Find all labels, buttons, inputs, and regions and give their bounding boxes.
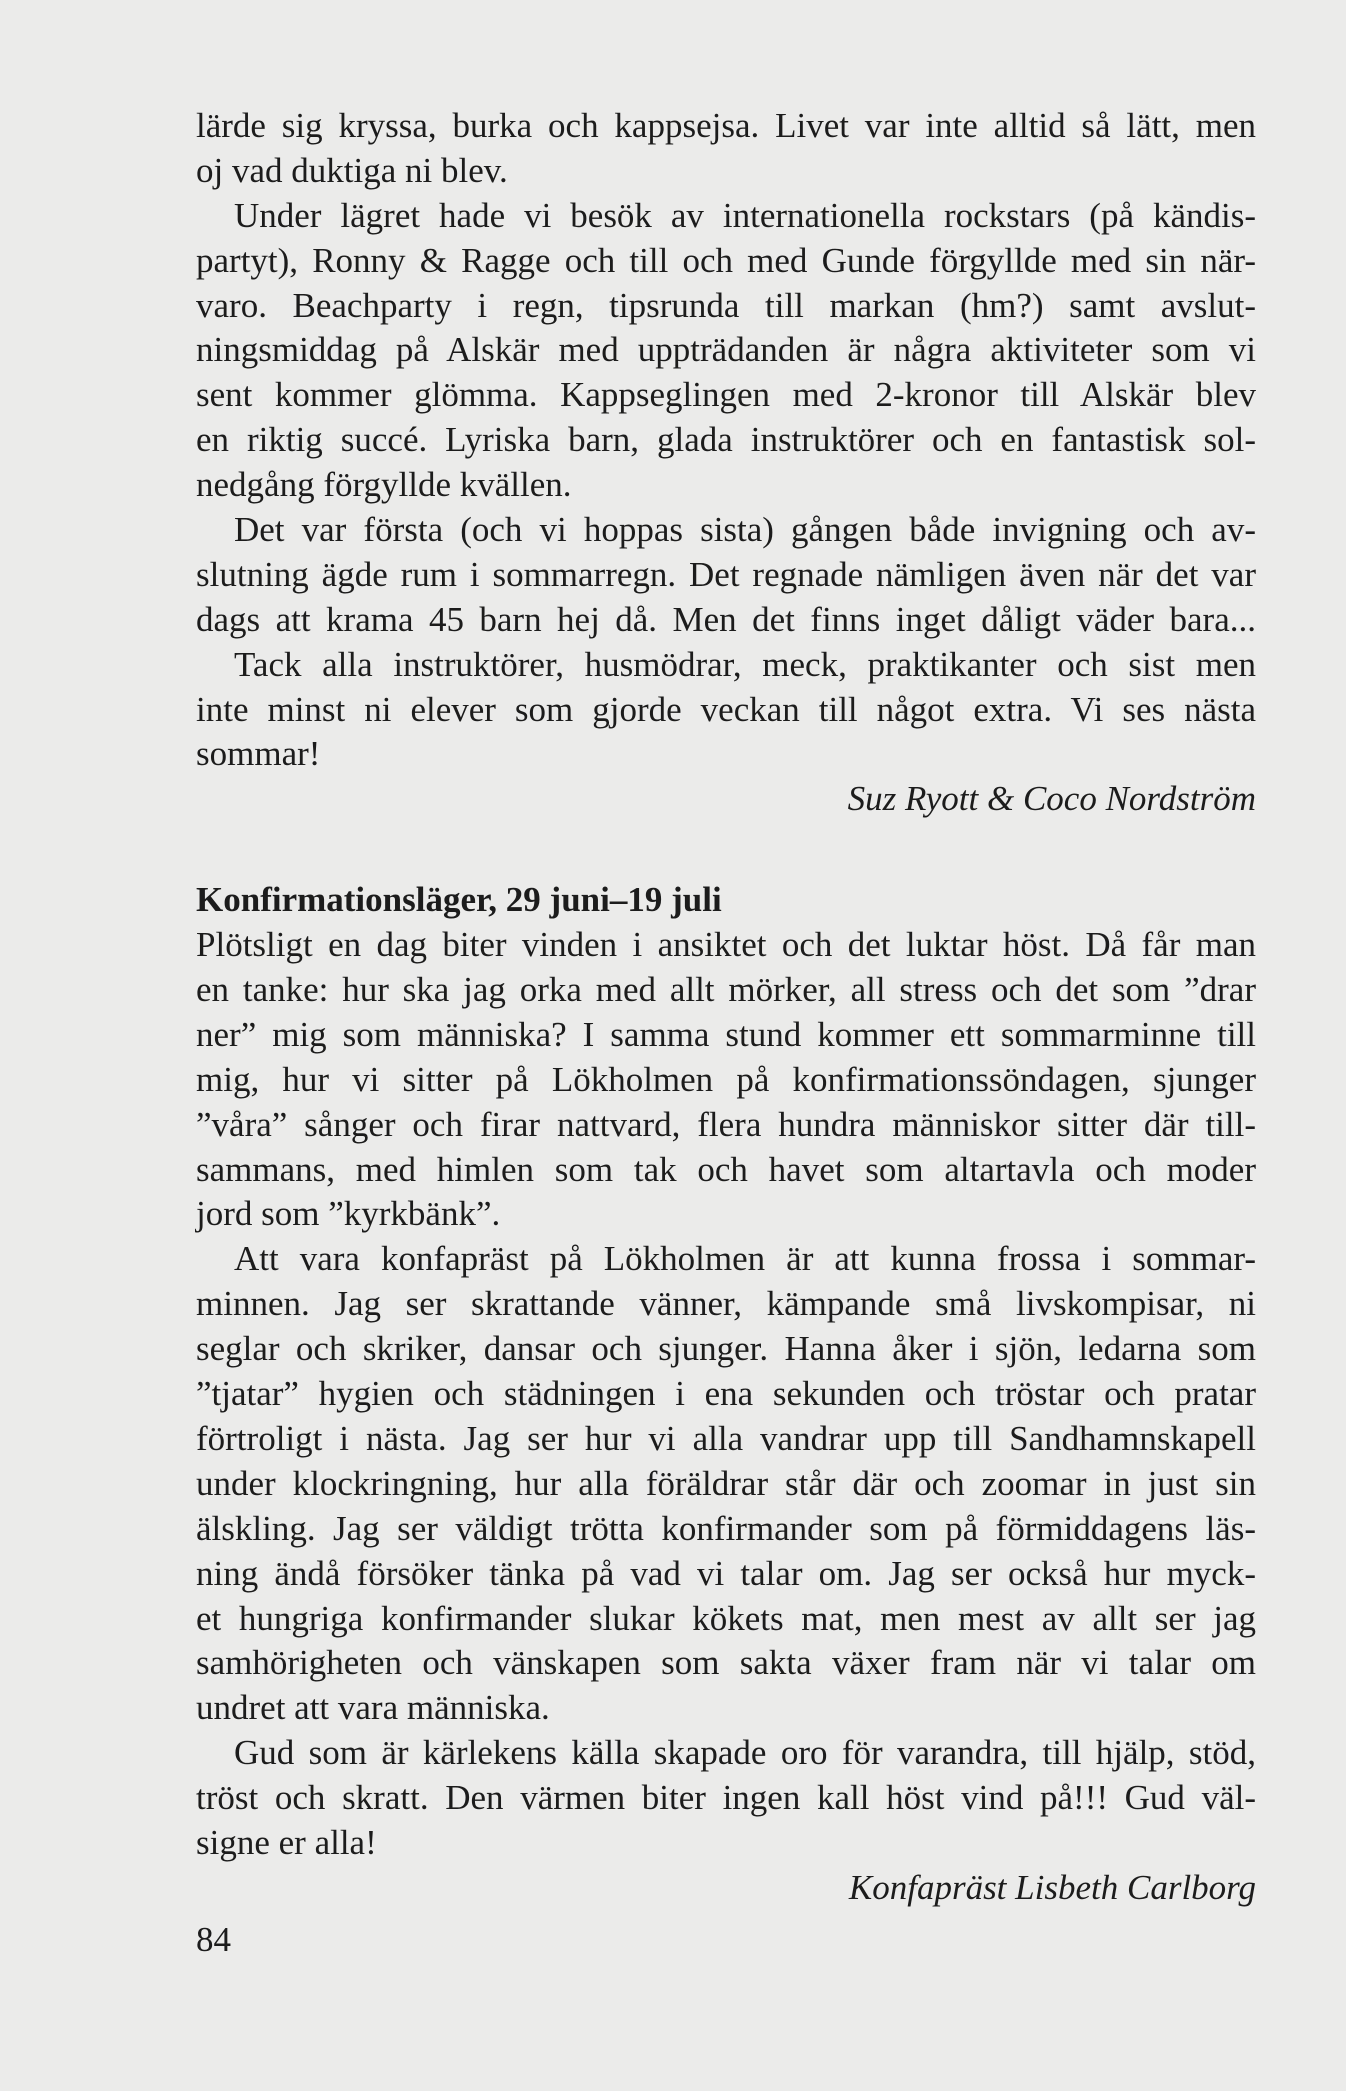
text-line: lärde sig kryssa, burka och kappsejsa. Livet var inte alltid så lätt, men xyxy=(196,106,1256,145)
text-line: dags att krama 45 barn hej då. Men det finns inget dåligt väder bara... xyxy=(196,599,1256,639)
text-line: undret att vara människa. xyxy=(196,1688,550,1728)
text-line: partyt), Ronny & Ragge och till och med Gunde förgyllde med sin när- xyxy=(196,240,1256,280)
text-line: minnen. Jag ser skrattande vänner, kämpande små livskompisar, ni xyxy=(196,1284,1256,1324)
text-line: varo. Beachparty i regn, tipsrunda till markan (hm?) samt avslut- xyxy=(196,285,1256,325)
text-line: Det var första (och vi hoppas sista) gången både invigning och av- xyxy=(234,510,1256,550)
section-confirmation-camp xyxy=(196,878,1256,1910)
page-number: 84 xyxy=(196,1920,231,1959)
text-line: sommar! xyxy=(196,734,321,774)
text-line: seglar och skriker, dansar och sjunger. Hanna åker i sjön, ledarna som xyxy=(196,1329,1256,1369)
text-line: inte minst ni elever som gjorde veckan till något extra. Vi ses nästa xyxy=(196,689,1256,729)
text-line: älskling. Jag ser väldigt trötta konfirmander som på förmiddagens läs- xyxy=(196,1508,1256,1548)
text-line: samhörigheten och vänskapen som sakta växer fram när vi talar om xyxy=(196,1643,1256,1683)
text-line: slutning ägde rum i sommarregn. Det regnade nämligen även när det var xyxy=(196,554,1256,594)
text-line: sammans, med himlen som tak och havet som altartavla och moder xyxy=(196,1149,1256,1189)
text-line: ”våra” sånger och firar nattvard, flera hundra människor sitter där till- xyxy=(196,1104,1256,1144)
signature: Konfapräst Lisbeth Carlborg xyxy=(848,1867,1256,1907)
text-line: en riktig succé. Lyriska barn, glada instruktörer och en fantastisk sol- xyxy=(196,420,1256,460)
text-line: Tack alla instruktörer, husmödrar, meck, praktikanter och sist men xyxy=(234,644,1256,684)
text-line: förtroligt i nästa. Jag ser hur vi alla vandrar upp till Sandhamnskapell xyxy=(196,1418,1256,1458)
section-sailing-camp xyxy=(196,104,1256,822)
signature: Suz Ryott & Coco Nordström xyxy=(847,779,1256,819)
text-line: jord som ”kyrkbänk”. xyxy=(196,1194,501,1234)
page-body xyxy=(196,104,1256,1911)
text-line: oj vad duktiga ni blev. xyxy=(196,150,508,190)
section-heading: Konfirmationsläger, 29 juni–19 juli xyxy=(196,880,722,920)
text-line: ningsmiddag på Alskär med uppträdanden är några aktiviteter som vi xyxy=(196,330,1256,370)
text-line: under klockringning, hur alla föräldrar står där och zoomar in just sin xyxy=(196,1463,1256,1503)
text-line: sent kommer glömma. Kappseglingen med 2-kronor till Alskär blev xyxy=(196,375,1256,415)
text-line: tröst och skratt. Den värmen biter ingen kall höst vind på!!! Gud väl- xyxy=(196,1778,1256,1818)
text-line: ner” mig som människa? I samma stund kommer ett sommarminne till xyxy=(196,1014,1256,1054)
section-gap xyxy=(196,822,1256,878)
text-line: en tanke: hur ska jag orka med allt mörker, all stress och det som ”drar xyxy=(196,970,1256,1010)
text-line: Plötsligt en dag biter vinden i ansiktet och det luktar höst. Då får man xyxy=(196,925,1256,965)
text-line: ning ändå försöker tänka på vad vi talar om. Jag ser också hur myck- xyxy=(196,1553,1256,1593)
text-line: mig, hur vi sitter på Lökholmen på konfirmationssöndagen, sjunger xyxy=(196,1059,1256,1099)
text-line: Att vara konfapräst på Lökholmen är att kunna frossa i sommar- xyxy=(234,1239,1256,1279)
text-line: et hungriga konfirmander slukar kökets mat, men mest av allt ser jag xyxy=(196,1598,1256,1638)
text-line: ”tjatar” hygien och städningen i ena sekunden och tröstar och pratar xyxy=(196,1374,1256,1414)
text-line: nedgång förgyllde kvällen. xyxy=(196,465,572,505)
text-line: Under lägret hade vi besök av internationella rockstars (på kändis- xyxy=(234,195,1256,235)
text-line: Gud som är kärlekens källa skapade oro för varandra, till hjälp, stöd, xyxy=(234,1733,1256,1773)
text-line: signe er alla! xyxy=(196,1822,377,1862)
